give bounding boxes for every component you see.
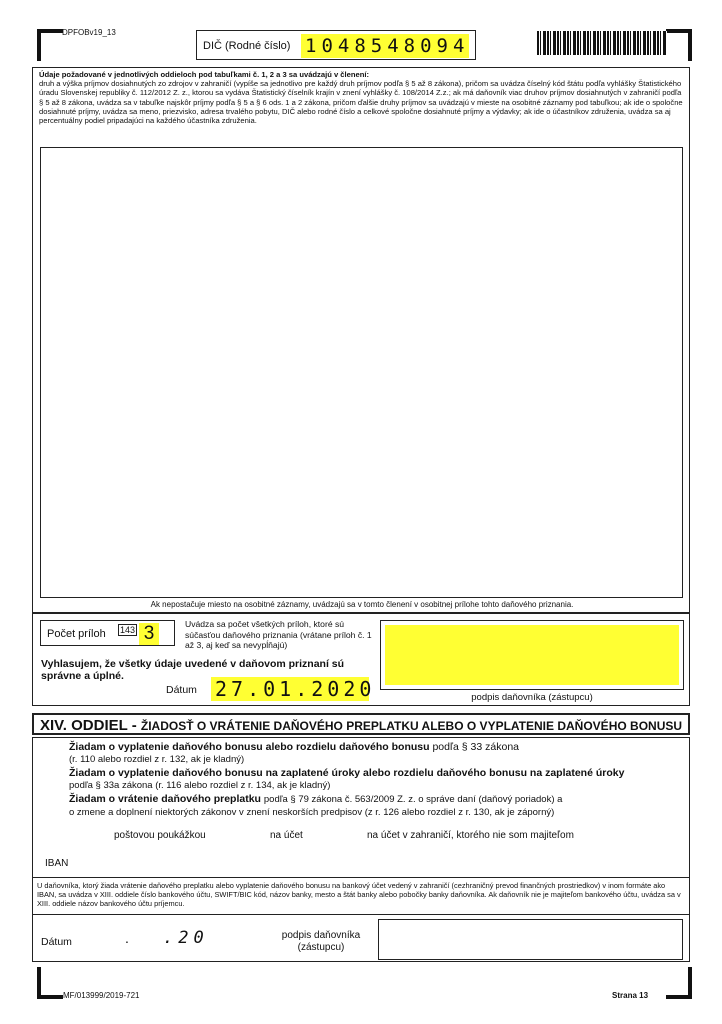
iban-label: IBAN [45, 858, 69, 869]
declaration-frame [32, 613, 690, 706]
iban-field[interactable] [93, 848, 683, 872]
option-overpayment-bold: Žiadam o vrátenie daňového preplatku [69, 793, 261, 805]
form-code: DPFOBv19_13 [62, 28, 116, 37]
attachments-row-no: 143 [120, 625, 136, 635]
divider [33, 914, 689, 915]
instructions-text: druh a výška príjmov dosiahnutých zo zdrojov v zahraničí (vypíše sa jednotlivo pre každý druh príjmov podľa § 5 až 8 zákona), pričom sa uvádza číselný kód štátu podľa vyhlášky Štatistického úradu Slovenskej republiky č. 112/2012 Z. z., ktorou sa vydáva Štatistický číselník krajín v znení vyhlášky č. 108/2014 Z.z.; ak má daňovník viac druhov príjmov dosiahnutých v zahraničí podľa § 5 až 8 zákona, uvádza sa v tabuľke najskôr príjmy podľa § 5 a § 6 ods. 1 a 2 zákona, pričom ďalšie druhy príjmov sa uvádzajú v mieste na osobitné záznamy pod tabuľkou; ak ide o spoločne dosiahnuté príjmy, uvádza sa meno, priezvisko, adresa trvalého pobytu, DIČ alebo rodné číslo a celkové spoločne dosiahnuté príjmy a výdavky; ak ide o účastníkov združenia, uvádza sa aj percentuálny podiel pripadajúci na každého účastníka združenia. [39, 79, 683, 126]
page-number: Strana 13 [612, 991, 649, 1000]
dic-label: DIČ (Rodné číslo) [203, 40, 291, 52]
notes-area[interactable] [40, 147, 683, 598]
option-bonus-rest: podľa § 33 zákona [432, 741, 520, 753]
divider [33, 877, 689, 878]
option-bonus[interactable] [69, 741, 669, 766]
option-interest-bold: Žiadam o vyplatenie daňového bonusu na zaplatené úroky alebo rozdielu daňového bonusu na zaplatené úroky [69, 767, 625, 779]
section14-date-dot: . [125, 930, 129, 946]
corner-mark-top-right [666, 29, 692, 61]
corner-mark-bottom-right [666, 967, 692, 999]
corner-mark-bottom-left [37, 967, 63, 999]
pay-foreign-option[interactable]: na účet v zahraničí, ktorého nie som majiteľom [367, 830, 574, 841]
pay-postal-option[interactable]: poštovou poukážkou [114, 830, 206, 841]
dic-box [196, 30, 476, 60]
option-overpayment-rest: podľa § 79 zákona č. 563/2009 Z. z. o správe daní (daňový poriadok) a [263, 794, 563, 805]
instructions [39, 70, 685, 125]
declaration-text: Vyhlasujem, že všetky údaje uvedené v daňovom priznaní sú správne a úplné. [41, 658, 345, 682]
option-interest-sub: podľa § 33a zákona (r. 116 alebo rozdiel z r. 134, ak je kladný) [69, 780, 331, 791]
section14-header [32, 713, 690, 735]
section14-signature-field[interactable] [378, 919, 683, 960]
corner-mark-top-left [37, 29, 63, 61]
notes-footer: Ak nepostačuje miesto na osobitné záznamy, uvádzajú sa v tomto členení v osobitnej prílohe tohto daňového priznania. [150, 600, 574, 609]
declaration-date-label: Dátum [166, 684, 197, 696]
signature-field[interactable] [385, 625, 679, 685]
attachments-note: Uvádza sa počet všetkých príloh, ktoré sú súčasťou daňového priznania (vrátane príloh č. 1 až 3, aj keď sa nevypĺňajú) [185, 619, 372, 650]
option-overpayment[interactable] [69, 793, 684, 819]
section14-signature-label: podpis daňovníka (zástupcu) [281, 930, 361, 953]
doc-code: MF/013999/2019-721 [63, 991, 140, 1000]
section14-title-prefix: XIV. ODDIEL - [40, 717, 137, 734]
option-bonus-sub: (r. 110 alebo rozdiel z r. 132, ak je kladný) [69, 754, 245, 765]
instructions-title: Údaje požadované v jednotlivých oddieloch pod tabuľkami č. 1, 2 a 3 sa uvádzajú v členení: [39, 70, 369, 79]
attachments-value[interactable]: 3 [139, 623, 159, 645]
signature-box [380, 620, 684, 690]
option-bonus-bold: Žiadam o vyplatenie daňového bonusu alebo rozdielu daňového bonusu [69, 741, 430, 753]
foreign-account-note: U daňovníka, ktorý žiada vrátenie daňového preplatku alebo vyplatenie daňového bonusu na bankový účet vedený v zahraničí (cezhraničný prevod finančných prostriedkov) v inom formáte ako IBAN, sa uvádza v XIII. oddiele číslo bankového účtu, SWIFT/BIC kód, názov banky, mesto a štát banky alebo pobočky banky daňovníka. Ak daňovník nie je majiteľom bankového účtu, uvádza sa v XIII. oddiele názov bankového účtu príjemcu. [37, 881, 681, 909]
attachments-box [40, 620, 175, 646]
notes-frame [32, 67, 690, 613]
declaration-date-value[interactable]: 27.01.2020 [211, 677, 369, 701]
section14-frame [32, 737, 690, 962]
section14-title [40, 717, 682, 734]
option-overpayment-sub: o zmene a doplnení niektorých zákonov v znení neskorších predpisov (z r. 126 alebo rozdiel z r. 130, ak je záporný) [69, 807, 555, 818]
section14-date-value[interactable]: .20 [163, 928, 209, 948]
pay-account-option[interactable]: na účet [270, 830, 303, 841]
dic-value[interactable]: 1048548094 [301, 34, 469, 58]
barcode [537, 31, 667, 55]
attachments-label: Počet príloh [47, 628, 106, 640]
declaration-signature-label: podpis daňovníka (zástupcu) [471, 692, 593, 703]
option-interest-bonus[interactable] [69, 767, 679, 792]
section14-date-label: Dátum [41, 936, 72, 948]
section14-title-rest: ŽIADOSŤ O VRÁTENIE DAŇOVÉHO PREPLATKU ALEBO O VYPLATENIE DAŇOVÉHO BONUSU [140, 719, 683, 733]
